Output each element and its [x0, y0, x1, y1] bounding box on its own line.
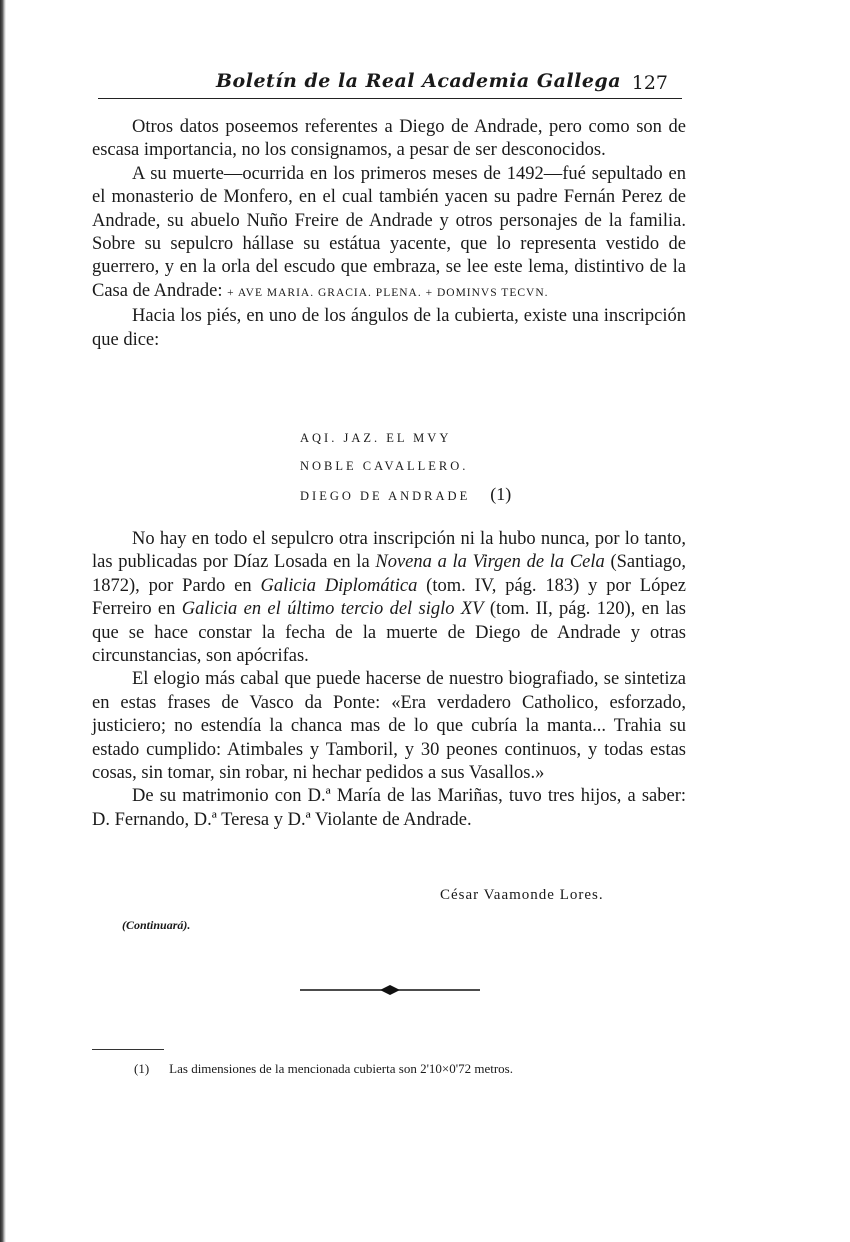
title-galicia-siglo-xv: Galicia en el último tercio del siglo XV	[181, 599, 484, 620]
paragraph-3: Hacia los piés, en uno de los ángulos de la cubierta, existe una inscripción que dice:	[92, 306, 686, 350]
author-signature: César Vaamonde Lores.	[440, 887, 604, 903]
page-number: 127	[631, 72, 668, 94]
paragraph-6: De su matrimonio con D.ª María de las Mariñas, tuvo tres hijos, a saber: D. Fernando, D.ª Teresa y D.ª Violante de Andrade.	[92, 786, 686, 830]
footnote-reference: (1)	[490, 484, 512, 504]
inscription-line-3: DIEGO DE ANDRADE (1)	[300, 484, 512, 504]
body-text-lower	[92, 528, 686, 832]
title-novena: Novena a la Virgen de la Cela	[375, 552, 605, 573]
continuation-note: (Continuará).	[122, 918, 191, 932]
journal-title: Boletín de la Real Academia Gallega	[216, 70, 622, 92]
footnote	[134, 1061, 513, 1077]
inscription-line-2: NOBLE CAVALLERO.	[300, 459, 469, 473]
tomb-inscription	[300, 424, 560, 510]
paragraph-1: Otros datos poseemos referentes a Diego de Andrade, pero como son de escasa importancia, no los consignamos, a pesar de ser desconocidos.	[92, 117, 686, 161]
body-text-upper	[92, 116, 686, 352]
paragraph-2: A su muerte—ocurrida en los primeros meses de 1492—fué sepultado en el monasterio de Monfero, en el cual también yacen su padre Fernán Perez de Andrade, su abuelo Nuño Freire de Andrade y otros personajes de la familia. Sobre su sepulcro hállase su estátua yacente, que lo representa vestido de guerrero, y en la orla del escudo que embraza, se lee este lema, distintivo de la Casa de Andrade: + AVE MARIA. GRACIA. PLENA. + DOMINVS TECVN.	[92, 163, 686, 301]
footnote-text: Las dimensiones de la mencionada cubierta son 2'10×0'72 metros.	[169, 1061, 513, 1076]
running-header	[98, 68, 682, 99]
footnote-rule	[92, 1049, 164, 1050]
paragraph-4: No hay en todo el sepulcro otra inscripción ni la hubo nunca, por lo tanto, las publicadas por Díaz Losada en la Novena a la Virgen de la Cela (Santiago, 1872), por Pardo en Galicia Diplomática (tom. IV, pág. 183) y por López Ferreiro en Galicia en el último tercio del siglo XV (tom. II, pág. 120), en las que se hace constar la fecha de la muerte de Diego de Andrade y otras circunstancias, son apócrifas.	[92, 529, 687, 667]
andrade-motto: + AVE MARIA. GRACIA. PLENA. + DOMINVS TECVN.	[227, 286, 549, 299]
inscription-line-1: AQI. JAZ. EL MVY	[300, 431, 452, 445]
paragraph-5: El elogio más cabal que puede hacerse de nuestro biografiado, se sintetiza en estas frases de Vasco da Ponte: «Era verdadero Catholico, esforzado, justiciero; no estendía la chanca mas de lo que cubría la manta... Trahia su estado cumplido: Atimbales y Tamboril, y 30 peones continuos, y todas estas cosas, sin tomar, sin robar, ni hechar pedidos a sus Vasallos.»	[92, 669, 686, 784]
ornament-divider	[300, 982, 480, 998]
page-binding-edge	[0, 0, 6, 1242]
footnote-number: (1)	[134, 1061, 150, 1076]
title-galicia-diplomatica: Galicia Diplomática	[260, 575, 418, 596]
